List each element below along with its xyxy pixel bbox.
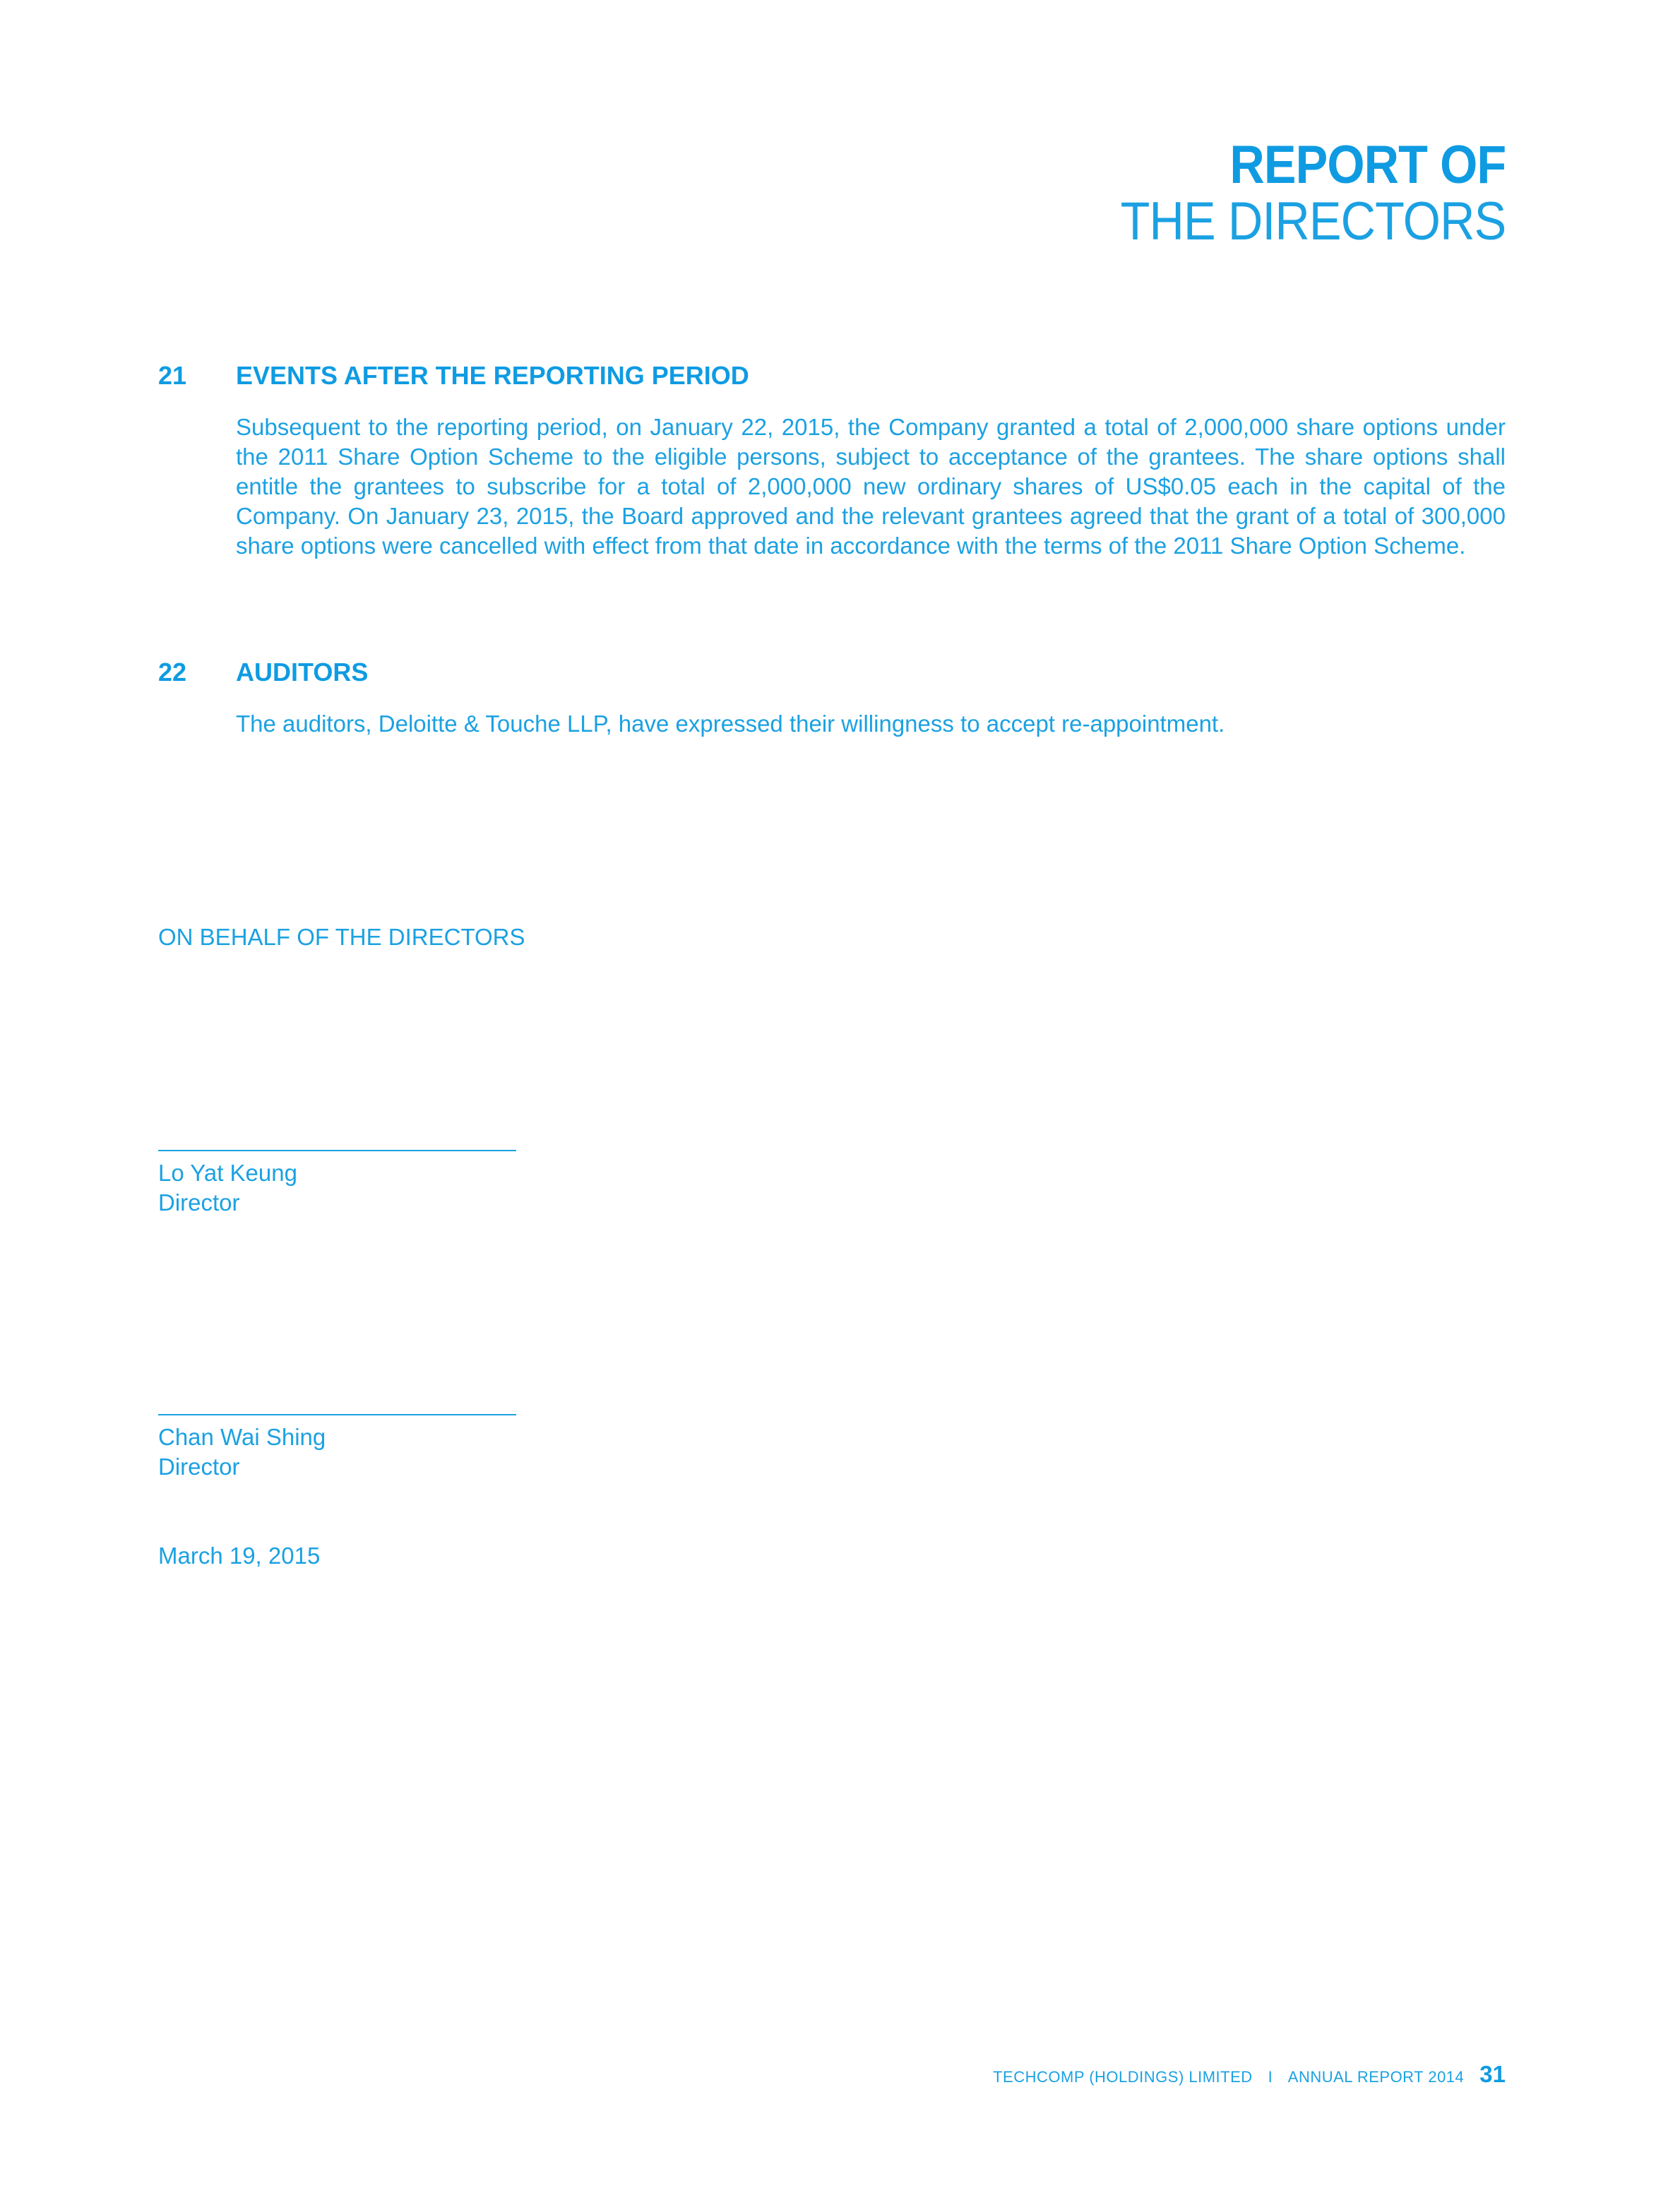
page-footer [993, 2061, 1506, 2088]
page-title-line-2: THE DIRECTORS [1120, 191, 1506, 251]
section-title: EVENTS AFTER THE REPORTING PERIOD [236, 361, 749, 390]
on-behalf-label: ON BEHALF OF THE DIRECTORS [158, 924, 525, 950]
section-body: Subsequent to the reporting period, on January 22, 2015, the Company granted a total of 2,000,000 share options under the 2011 Share Option Scheme to the eligible persons, subject to acceptance of the grantees. The share options shall entitle the grantees to subscribe for a total of 2,000,000 new ordinary shares of US$0.05 each in the capital of the Company. On January 23, 2015, the Board approved and the relevant grantees agreed that the grant of a total of 300,000 share options were cancelled with effect from that date in accordance with the terms of the 2011 Share Option Scheme. [236, 414, 1506, 559]
signatory-name: Chan Wai Shing [158, 1424, 326, 1450]
signatory-block [158, 1158, 297, 1218]
signature-line [158, 1414, 516, 1415]
page-number: 31 [1479, 2061, 1506, 2087]
signatory-title: Director [158, 1454, 240, 1480]
section-events-after-reporting-period [158, 363, 1506, 561]
signature-date: March 19, 2015 [158, 1543, 321, 1569]
footer-company: TECHCOMP (HOLDINGS) LIMITED [993, 2068, 1253, 2086]
signatory-block [158, 1422, 326, 1482]
section-number: 21 [158, 361, 187, 390]
section-body: The auditors, Deloitte & Touche LLP, have expressed their willingness to accept re-appointment. [236, 711, 1225, 737]
section-heading [158, 660, 1506, 685]
section-number: 22 [158, 658, 187, 687]
footer-report: ANNUAL REPORT 2014 [1287, 2068, 1465, 2086]
section-auditors [158, 660, 1506, 739]
footer-separator: I [1268, 2068, 1273, 2086]
page-title [1078, 135, 1506, 251]
section-heading [158, 363, 1506, 388]
signatory-title: Director [158, 1189, 240, 1216]
section-title: AUDITORS [236, 658, 369, 687]
signature-line [158, 1150, 516, 1151]
page-title-line-1: REPORT OF [1229, 135, 1506, 195]
signatory-name: Lo Yat Keung [158, 1160, 297, 1186]
